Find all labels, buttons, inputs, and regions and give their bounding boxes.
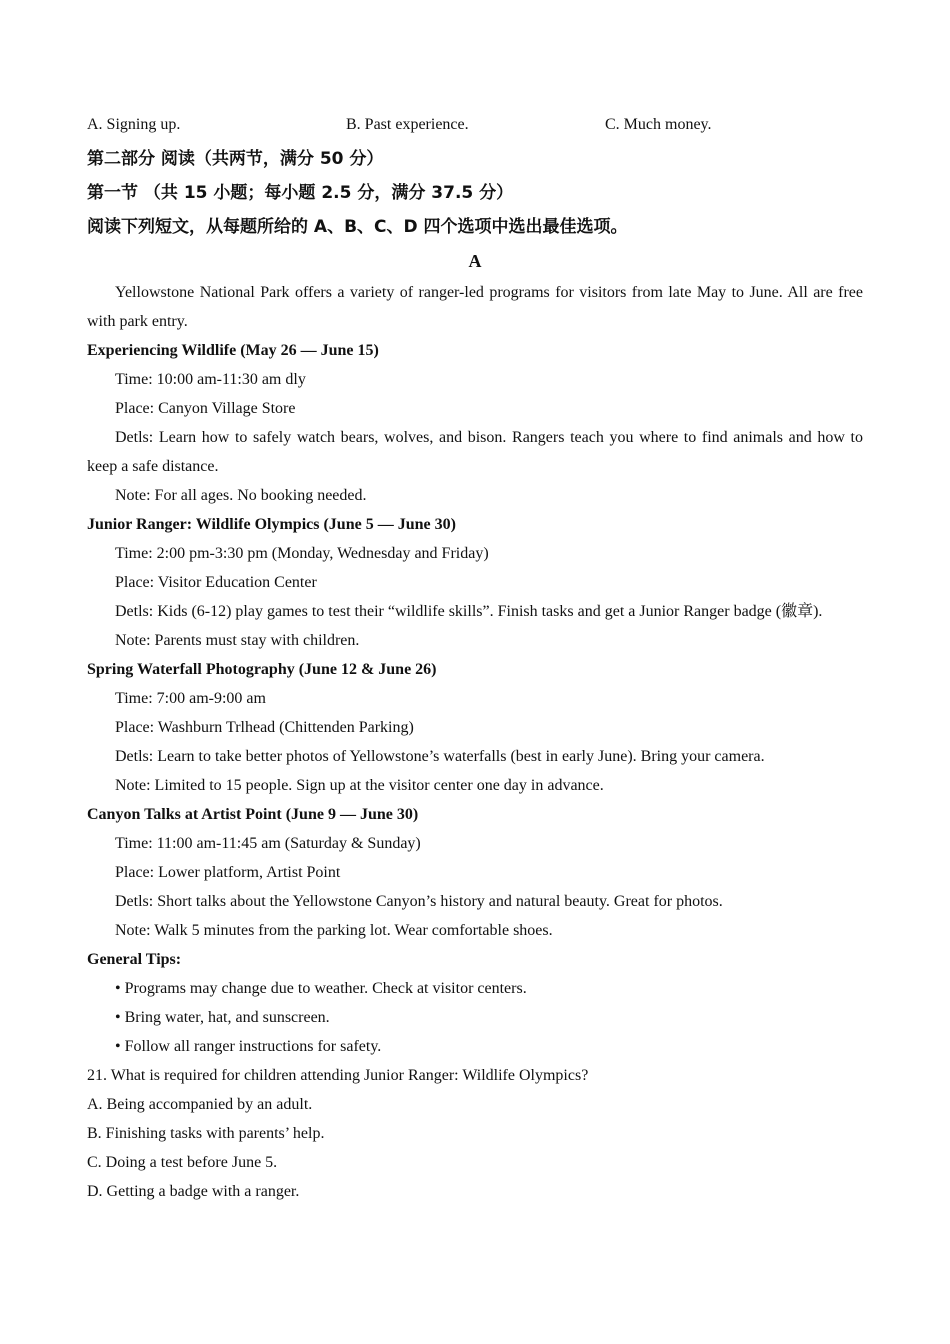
previous-question-options bbox=[87, 112, 863, 138]
program-time: Time: 7:00 am-9:00 am bbox=[115, 690, 266, 707]
answer-option-a: A. Being accompanied by an adult. bbox=[87, 1096, 313, 1113]
program-place: Place: Canyon Village Store bbox=[115, 400, 296, 417]
tip-item: • Follow all ranger instructions for safety. bbox=[115, 1038, 382, 1055]
passage-label: A bbox=[468, 251, 482, 271]
passage-intro: Yellowstone National Park offers a variety of ranger-led programs for visitors from late May to June. All are free with park entry. bbox=[87, 284, 863, 330]
reading-instruction: 阅读下列短文，从每题所给的 A、B、C、D 四个选项中选出最佳选项。 bbox=[87, 217, 628, 237]
answer-option-b: B. Finishing tasks with parents’ help. bbox=[87, 1125, 325, 1142]
program-note: Note: Parents must stay with children. bbox=[115, 632, 360, 649]
program-time: Time: 2:00 pm-3:30 pm (Monday, Wednesday and Friday) bbox=[115, 545, 489, 562]
program-title: Canyon Talks at Artist Point (June 9 — June 30) bbox=[87, 806, 419, 823]
program-junior-ranger bbox=[87, 510, 863, 655]
question-stem: 21. What is required for children attending Junior Ranger: Wildlife Olympics? bbox=[87, 1067, 589, 1084]
program-place: Place: Lower platform, Artist Point bbox=[115, 864, 341, 881]
program-time: Time: 11:00 am-11:45 am (Saturday & Sunday) bbox=[115, 835, 421, 852]
option-c: C. Much money. bbox=[605, 116, 712, 133]
program-title: Junior Ranger: Wildlife Olympics (June 5 — June 30) bbox=[87, 516, 456, 533]
program-time: Time: 10:00 am-11:30 am dly bbox=[115, 371, 306, 388]
program-details: Detls: Learn to take better photos of Yellowstone’s waterfalls (best in early June). Bring your camera. bbox=[115, 748, 765, 765]
option-b: B. Past experience. bbox=[346, 116, 469, 133]
program-canyon-talks bbox=[87, 800, 863, 945]
program-details: Detls: Learn how to safely watch bears, wolves, and bison. Rangers teach you where to find animals and how to keep a safe distance. bbox=[87, 429, 863, 475]
program-experiencing-wildlife bbox=[87, 336, 863, 510]
question-21 bbox=[87, 1061, 863, 1206]
exam-page bbox=[87, 112, 863, 1206]
general-tips bbox=[87, 945, 863, 1061]
program-note: Note: For all ages. No booking needed. bbox=[115, 487, 367, 504]
program-place: Place: Visitor Education Center bbox=[115, 574, 317, 591]
part-heading: 第二部分 阅读（共两节，满分 50 分） bbox=[87, 149, 384, 169]
program-title: Experiencing Wildlife (May 26 — June 15) bbox=[87, 342, 379, 359]
tip-item: • Programs may change due to weather. Check at visitor centers. bbox=[115, 980, 527, 997]
answer-option-c: C. Doing a test before June 5. bbox=[87, 1154, 278, 1171]
section-heading: 第一节 （共 15 小题；每小题 2.5 分，满分 37.5 分） bbox=[87, 183, 514, 203]
program-details: Detls: Short talks about the Yellowstone Canyon’s history and natural beauty. Great for photos. bbox=[115, 893, 723, 910]
program-details: Detls: Kids (6-12) play games to test their “wildlife skills”. Finish tasks and get a Junior Ranger badge (徽章). bbox=[115, 603, 823, 620]
tip-item: • Bring water, hat, and sunscreen. bbox=[115, 1009, 330, 1026]
option-a: A. Signing up. bbox=[87, 116, 181, 133]
program-note: Note: Walk 5 minutes from the parking lot. Wear comfortable shoes. bbox=[115, 922, 553, 939]
answer-option-d: D. Getting a badge with a ranger. bbox=[87, 1183, 300, 1200]
program-place: Place: Washburn Trlhead (Chittenden Parking) bbox=[115, 719, 414, 736]
program-title: Spring Waterfall Photography (June 12 & June 26) bbox=[87, 661, 437, 678]
program-note: Note: Limited to 15 people. Sign up at the visitor center one day in advance. bbox=[115, 777, 604, 794]
program-waterfall-photography bbox=[87, 655, 863, 800]
general-tips-title: General Tips: bbox=[87, 951, 182, 968]
